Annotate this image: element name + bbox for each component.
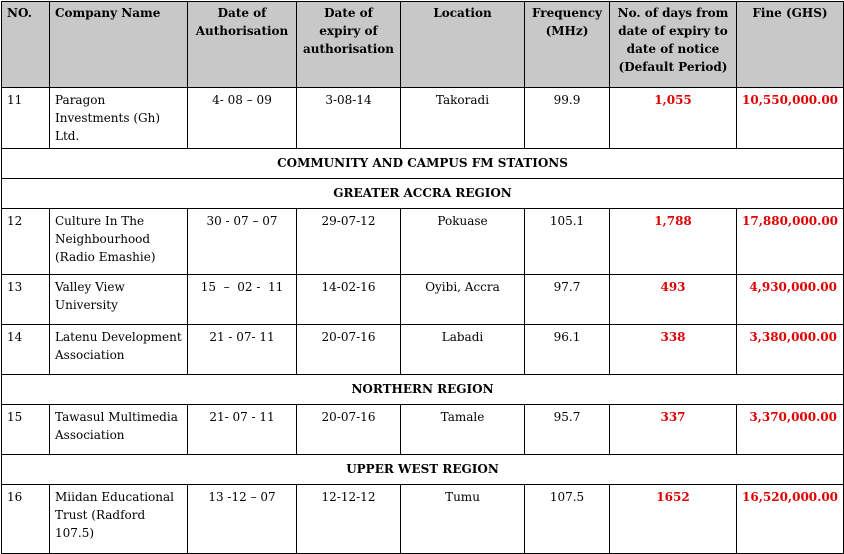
cell-frequency: 99.9 xyxy=(525,88,610,149)
cell-location: Tamale xyxy=(401,405,525,455)
header-auth-date: Date of Authorisation xyxy=(188,2,297,88)
cell-location: Takoradi xyxy=(401,88,525,149)
cell-days: 493 xyxy=(610,275,737,325)
cell-no: 16 xyxy=(2,485,50,554)
cell-fine: 17,880,000.00 xyxy=(737,209,844,275)
section-greater-accra: GREATER ACCRA REGION xyxy=(2,179,844,209)
cell-company: Culture In The Neighbourhood (Radio Emashie) xyxy=(50,209,188,275)
cell-auth-date: 21- 07 - 11 xyxy=(188,405,297,455)
cell-days: 337 xyxy=(610,405,737,455)
cell-company: Valley View University xyxy=(50,275,188,325)
cell-location: Pokuase xyxy=(401,209,525,275)
cell-expiry-date: 14-02-16 xyxy=(297,275,401,325)
cell-auth-date: 15 – 02 - 11 xyxy=(188,275,297,325)
section-row xyxy=(2,455,844,485)
cell-fine: 16,520,000.00 xyxy=(737,485,844,554)
cell-no: 14 xyxy=(2,325,50,375)
section-row xyxy=(2,149,844,179)
cell-days: 1,055 xyxy=(610,88,737,149)
cell-company: Tawasul Multimedia Association xyxy=(50,405,188,455)
header-fine: Fine (GHS) xyxy=(737,2,844,88)
cell-no: 15 xyxy=(2,405,50,455)
cell-fine: 3,380,000.00 xyxy=(737,325,844,375)
cell-days: 338 xyxy=(610,325,737,375)
cell-frequency: 107.5 xyxy=(525,485,610,554)
section-community: COMMUNITY AND CAMPUS FM STATIONS xyxy=(2,149,844,179)
cell-no: 11 xyxy=(2,88,50,149)
table-row xyxy=(2,405,844,455)
header-expiry-date: Date of expiry of authorisation xyxy=(297,2,401,88)
cell-fine: 10,550,000.00 xyxy=(737,88,844,149)
cell-fine: 4,930,000.00 xyxy=(737,275,844,325)
cell-days: 1652 xyxy=(610,485,737,554)
fines-table xyxy=(1,1,844,554)
header-no: NO. xyxy=(2,2,50,88)
table-row xyxy=(2,209,844,275)
section-row xyxy=(2,179,844,209)
cell-auth-date: 30 - 07 – 07 xyxy=(188,209,297,275)
table-row xyxy=(2,325,844,375)
cell-location: Oyibi, Accra xyxy=(401,275,525,325)
cell-frequency: 95.7 xyxy=(525,405,610,455)
cell-company: Paragon Investments (Gh) Ltd. xyxy=(50,88,188,149)
section-row xyxy=(2,375,844,405)
cell-company: Latenu Development Association xyxy=(50,325,188,375)
cell-location: Tumu xyxy=(401,485,525,554)
cell-location: Labadi xyxy=(401,325,525,375)
cell-frequency: 97.7 xyxy=(525,275,610,325)
header-company: Company Name xyxy=(50,2,188,88)
table-row xyxy=(2,485,844,554)
header-frequency: Frequency (MHz) xyxy=(525,2,610,88)
cell-auth-date: 4- 08 – 09 xyxy=(188,88,297,149)
cell-expiry-date: 20-07-16 xyxy=(297,405,401,455)
cell-auth-date: 13 -12 – 07 xyxy=(188,485,297,554)
cell-expiry-date: 3-08-14 xyxy=(297,88,401,149)
cell-no: 13 xyxy=(2,275,50,325)
cell-company: Miidan Educational Trust (Radford 107.5) xyxy=(50,485,188,554)
cell-frequency: 105.1 xyxy=(525,209,610,275)
table-row xyxy=(2,88,844,149)
cell-fine: 3,370,000.00 xyxy=(737,405,844,455)
cell-no: 12 xyxy=(2,209,50,275)
cell-expiry-date: 29-07-12 xyxy=(297,209,401,275)
cell-frequency: 96.1 xyxy=(525,325,610,375)
cell-expiry-date: 12-12-12 xyxy=(297,485,401,554)
table-row xyxy=(2,275,844,325)
cell-expiry-date: 20-07-16 xyxy=(297,325,401,375)
cell-auth-date: 21 - 07- 11 xyxy=(188,325,297,375)
cell-days: 1,788 xyxy=(610,209,737,275)
header-location: Location xyxy=(401,2,525,88)
header-row xyxy=(2,2,844,88)
section-northern: NORTHERN REGION xyxy=(2,375,844,405)
section-upper-west: UPPER WEST REGION xyxy=(2,455,844,485)
header-days: No. of days from date of expiry to date of notice (Default Period) xyxy=(610,2,737,88)
